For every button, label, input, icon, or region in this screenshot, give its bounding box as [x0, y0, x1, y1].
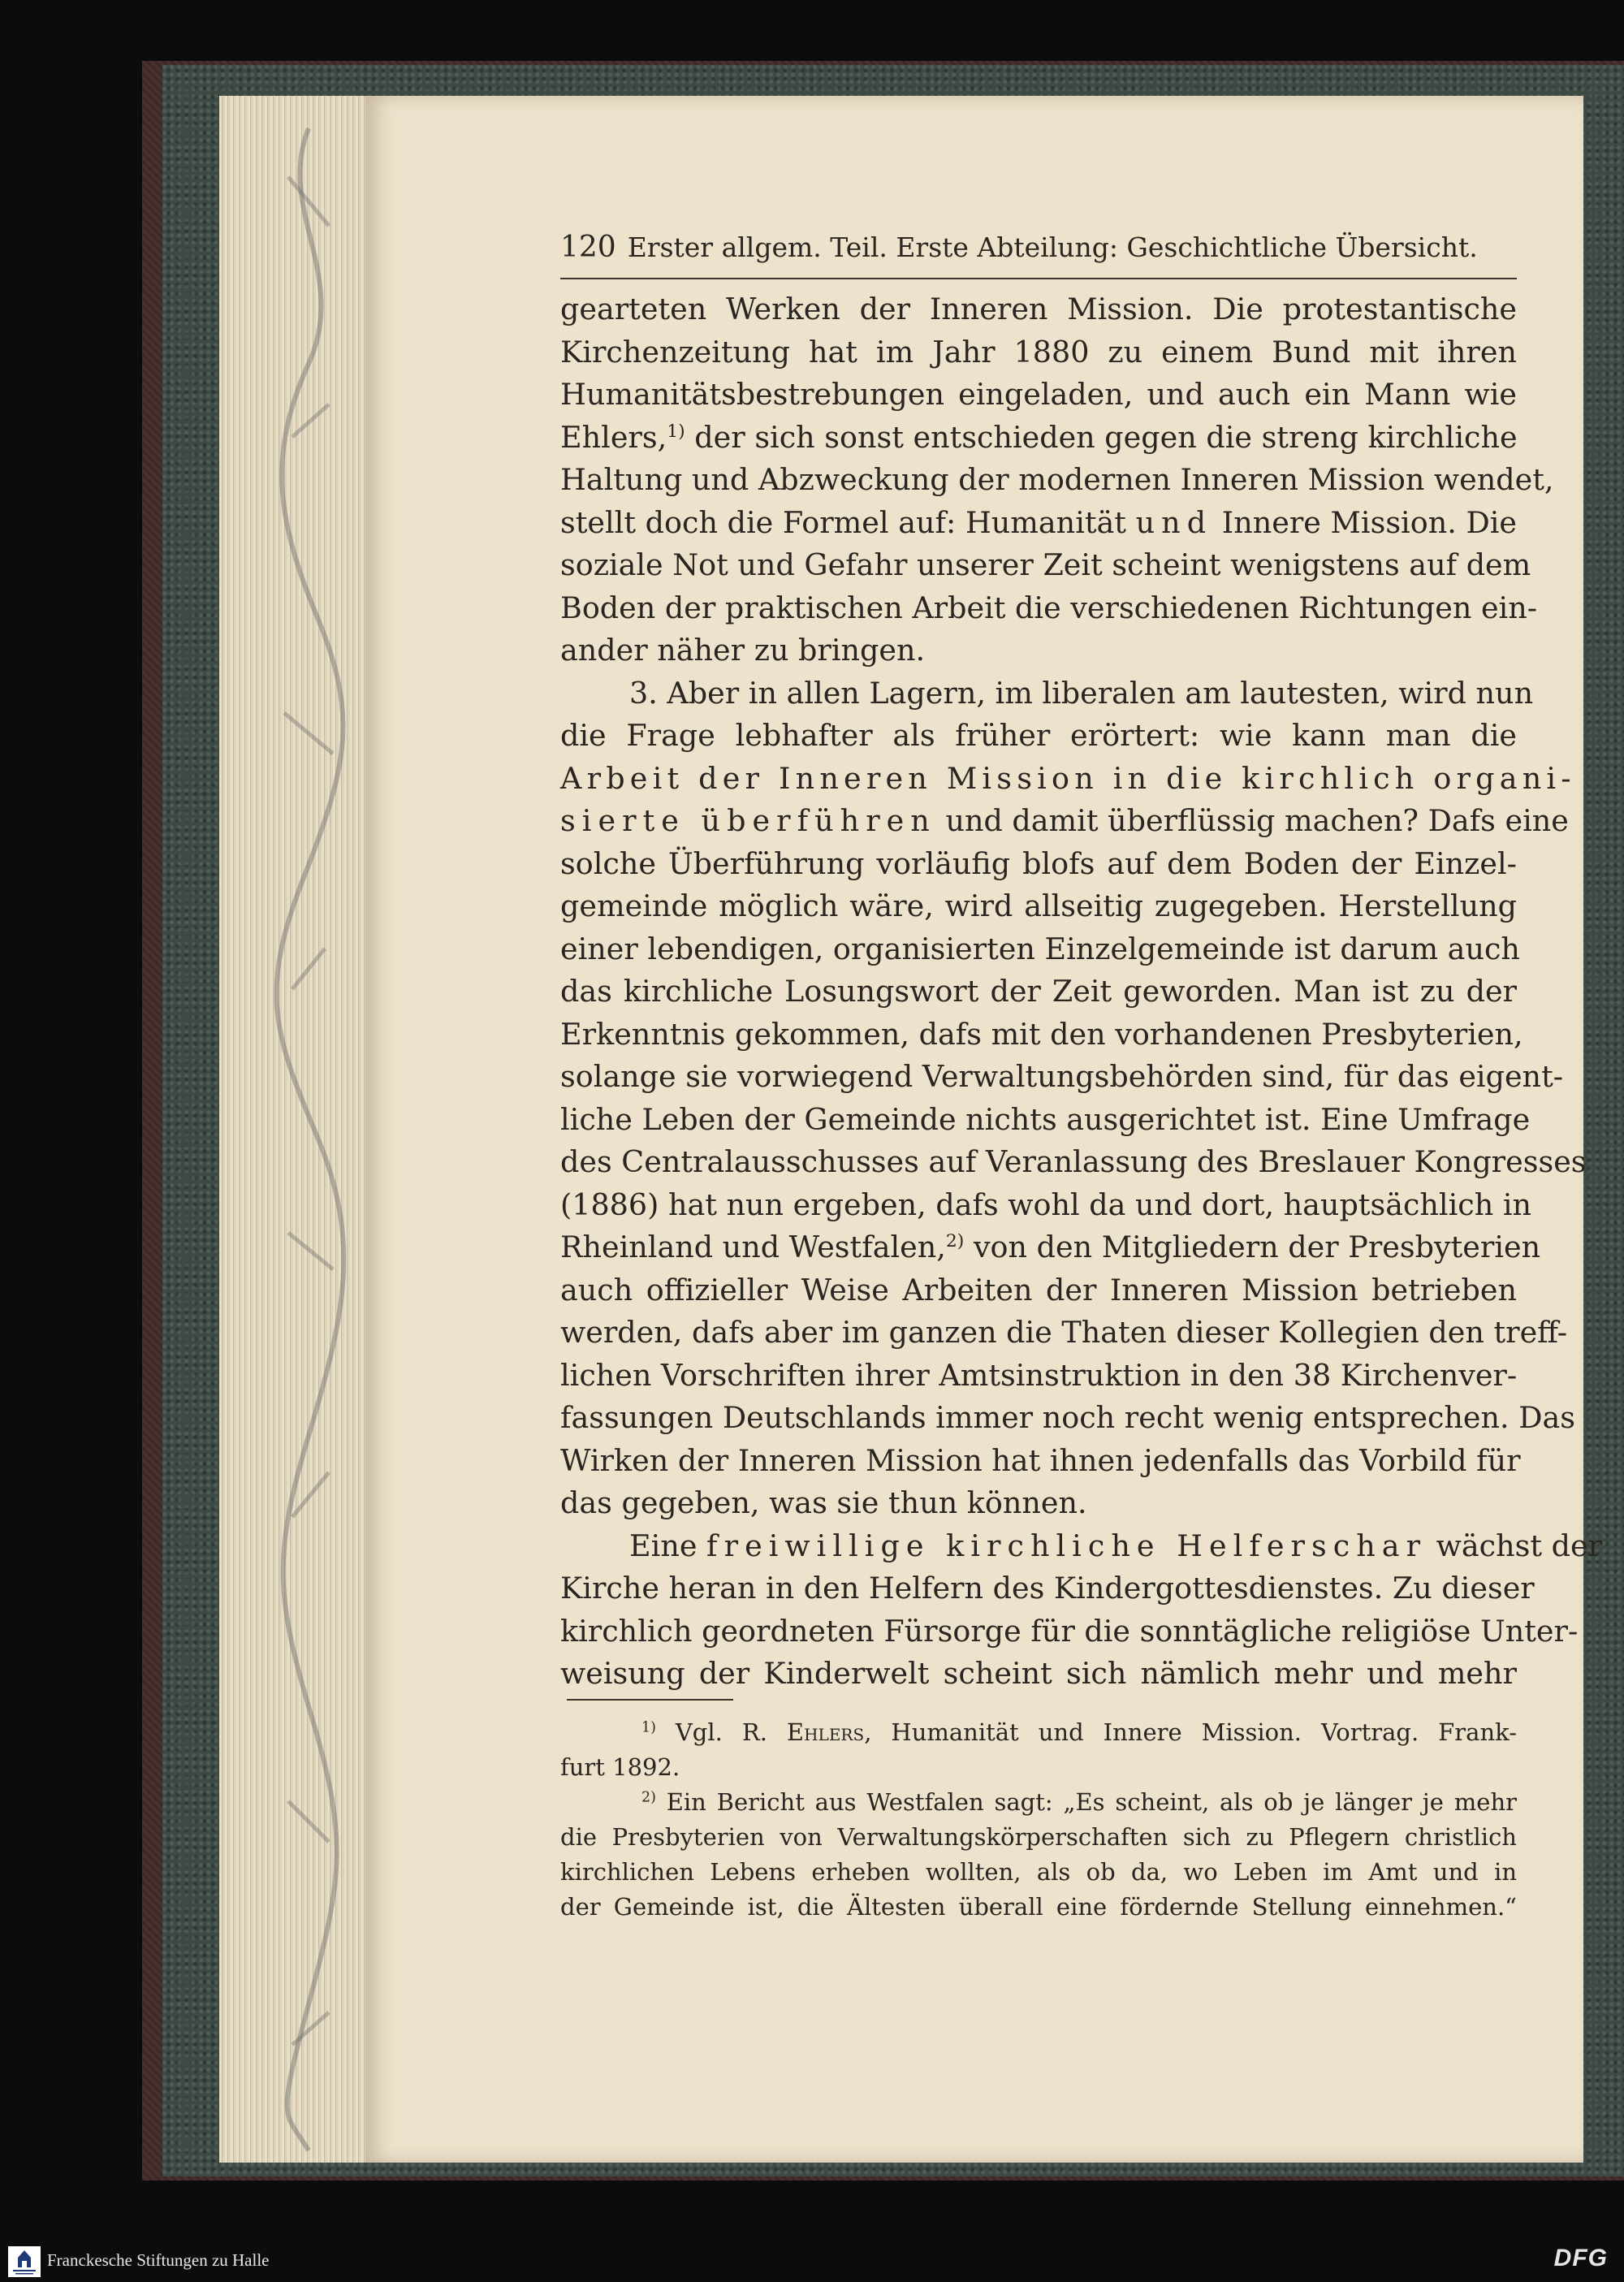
footnote-line: furt 1892. [560, 1753, 680, 1781]
text-line: die Frage lebhafter als früher erörtert: wie kann man die [560, 718, 1517, 753]
text-line: Erkenntnis gekommen, dafs mit den vorhandenen Presbyterien, [560, 1016, 1523, 1052]
text-line: gearteten Werken der Inneren Mission. Die protestantische [560, 292, 1517, 326]
institution-name: Franckesche Stiftungen zu Halle [47, 2250, 270, 2270]
text-line [560, 1226, 1541, 1269]
text-line: ander näher zu bringen. [560, 633, 926, 668]
text-fragment: Innere Mission. Die [1221, 504, 1518, 540]
text-line: Wirken der Inneren Mission hat ihnen jedenfalls das Vorbild für [560, 1442, 1521, 1478]
text-line: solche Überführung vorläufig blofs auf dem Boden der Einzel- [560, 845, 1517, 881]
footnotes [560, 1715, 1517, 1925]
body-text [560, 288, 1603, 1696]
text-fragment: , Humanität und Innere Mission. Vortrag. Frank- [864, 1718, 1517, 1746]
text-line: Boden der praktischen Arbeit die verschiedenen Richtungen ein- [560, 590, 1538, 625]
text-line: das gegeben, was sie thun können. [560, 1485, 1087, 1520]
text-line: Haltung und Abzweckung der modernen Inneren Mission wendet, [560, 462, 1554, 497]
institution-logo [8, 2246, 41, 2277]
page-number: 120 [560, 231, 616, 264]
text-line: Kirchenzeitung hat im Jahr 1880 zu einem Bund mit ihren [560, 334, 1517, 370]
text-line: werden, dafs aber im ganzen die Thaten dieser Kollegien den treff- [560, 1315, 1568, 1350]
text-line: fassungen Deutschlands immer noch recht wenig entsprechen. Das [560, 1400, 1575, 1435]
text-line: einer lebendigen, organisierten Einzelgemeinde ist darum auch [560, 931, 1520, 966]
text-line [560, 417, 1517, 460]
text-line: 3. Aber in allen Lagern, im liberalen am lautesten, wird nun [629, 675, 1534, 711]
footnote-ref: 1) [667, 421, 685, 442]
text-fragment: Ehlers, [560, 419, 667, 455]
text-line: liche Leben der Gemeinde nichts ausgerichtet ist. Eine Umfrage [560, 1101, 1531, 1137]
funder-logo: DFG [1553, 2245, 1608, 2271]
text-line [560, 800, 1569, 843]
text-line [560, 1525, 1603, 1568]
text-line: Kirche heran in den Helfern des Kindergottesdienstes. Zu dieser [560, 1571, 1535, 1606]
footnote-line: die Presbyterien von Verwaltungskörperschaften sich zu Pflegern christlich [560, 1823, 1517, 1851]
footnote-rule [567, 1699, 733, 1701]
text-fragment: von den Mitgliedern der Presbyterien [973, 1230, 1541, 1264]
text-fragment: der sich sonst entschieden gegen die streng kirchliche [694, 419, 1518, 455]
header-rule [560, 278, 1517, 279]
text-fragment: Ein Bericht aus Westfalen sagt: „Es scheint, als ob je länger je mehr [666, 1788, 1518, 1816]
text-line: des Centralausschusses auf Veranlassung des Breslauer Kongresses [560, 1144, 1587, 1179]
author-name: Ehlers [786, 1718, 865, 1746]
text-line: kirchlich geordneten Fürsorge für die sonntägliche religiöse Unter- [560, 1613, 1579, 1649]
emphasis-text: sierte überführen [560, 803, 936, 838]
running-title: Erster allgem. Teil. Erste Abteilung: Geschichtliche Übersicht. [627, 231, 1478, 263]
emphasis-text: freiwillige kirchliche Helferschar [706, 1528, 1427, 1563]
text-line: gemeinde möglich wäre, wird allseitig zugegeben. Herstellung [560, 888, 1517, 923]
footnote-line [560, 1785, 1517, 1820]
running-header [560, 231, 1518, 279]
text-fragment: Eine [629, 1528, 698, 1563]
text-line: Humanitätsbestrebungen eingeladen, und auch ein Mann wie [560, 377, 1517, 412]
footnote-ref: 2) [945, 1230, 965, 1251]
footnote-mark: 1) [641, 1719, 656, 1736]
text-line: das kirchliche Losungswort der Zeit geworden. Man ist zu der [560, 974, 1517, 1009]
text-line: auch offizieller Weise Arbeiten der Inneren Mission betrieben [560, 1272, 1517, 1307]
text-fragment: Vgl. R. [675, 1718, 767, 1746]
emphasis-text: und [1135, 504, 1213, 540]
text-line [560, 502, 1517, 545]
text-fragment: wächst der [1436, 1528, 1603, 1563]
text-line: Arbeit der Inneren Mission in die kirchlich organi- [560, 760, 1576, 796]
margin-scribble [260, 96, 365, 2163]
text-line: solange sie vorwiegend Verwaltungsbehörden sind, für das eigent- [560, 1059, 1564, 1094]
footnote-line [560, 1715, 1517, 1750]
footnote-mark: 2) [641, 1789, 656, 1806]
text-line: (1886) hat nun ergeben, dafs wohl da und dort, hauptsächlich in [560, 1186, 1531, 1222]
footnote-line: kirchlichen Lebens erheben wollten, als ob da, wo Leben im Amt und in [560, 1858, 1517, 1886]
footnote-line: der Gemeinde ist, die Ältesten überall eine fördernde Stellung einnehmen.“ [560, 1893, 1517, 1921]
text-fragment: und damit überflüssig machen? Dafs eine [945, 803, 1569, 838]
text-line: weisung der Kinderwelt scheint sich nämlich mehr und mehr [560, 1656, 1517, 1691]
text-fragment: stellt doch die Formel auf: Humanität [560, 504, 1126, 540]
text-line: lichen Vorschriften ihrer Amtsinstruktion in den 38 Kirchenver- [560, 1357, 1518, 1393]
text-line: soziale Not und Gefahr unserer Zeit scheint wenigstens auf dem [560, 547, 1531, 582]
text-fragment: Rheinland und Westfalen, [560, 1230, 946, 1264]
